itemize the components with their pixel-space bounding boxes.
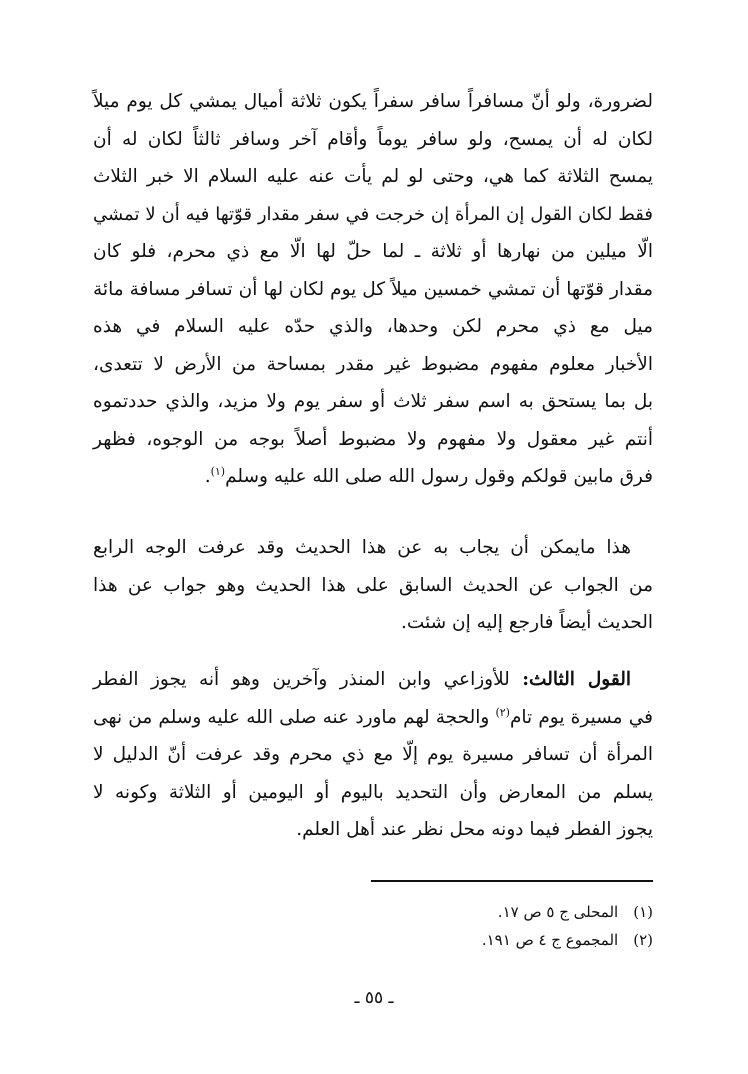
- footnote: [482, 898, 653, 926]
- text-line: [93, 458, 653, 496]
- text-line: الحديث أيضاً فارجع إليه إن شئت.: [401, 612, 653, 633]
- text-line: أنتم غير معقول ولا مفهوم ولا مضبوط أصلاً بوجه من الوجوه، فظهر: [93, 428, 653, 450]
- text-line: المرأة أن تسافر مسيرة يوم إلّا مع ذي محرم وقد عرفت أنّ الدليل لا: [93, 744, 653, 765]
- text-line: لضرورة، ولو أنّ مسافراً سافر سفراً يكون ثلاثة أميال يمشي كل يوم ميلاً: [93, 91, 653, 112]
- footnotes: [482, 898, 653, 954]
- text-line: ميل مع ذي محرم لكن وحدها، والذي حدّه عليه السلام في هذه: [93, 316, 653, 337]
- paragraph-1: [93, 83, 653, 496]
- text-segment: فرق مابين قولكم وقول رسول الله صلى الله عليه وسلم: [225, 466, 653, 487]
- footnote-number: (٢): [633, 931, 653, 949]
- text-line: بل بما يستحق به اسم سفر ثلاث أو سفر يوم ولا مزيد، والذي حددتموه: [93, 391, 653, 412]
- footnote-ref: (٢): [495, 705, 510, 719]
- page-number: ـ ٥٥ ـ: [354, 988, 394, 1008]
- footnote: [482, 926, 653, 954]
- text-line: [93, 661, 653, 699]
- text-segment: .: [204, 466, 211, 487]
- footnote-ref: (١): [210, 464, 226, 478]
- paragraph-2: [93, 529, 653, 642]
- text-line: يمسح الثلاثة كما هي، وحتى لو لم يأت عنه عليه السلام الا خبر الثلاث: [93, 166, 653, 187]
- text-line: لكان له أن يمسح، ولو سافر يوماً وأقام آخر وسافر ثالثاً لكان له أن: [93, 128, 653, 150]
- text-segment: والحجة لهم ماورد عنه صلى الله عليه وسلم من نهى: [93, 706, 490, 728]
- footnote-text: المحلى ج ٥ ص ١٧.: [497, 903, 619, 921]
- text-line: فقط لكان القول إن المرأة إن خرجت في سفر مقدار قوّتها فيه أن لا تمشي: [93, 203, 653, 225]
- text-segment: في مسيرة يوم تام: [509, 706, 653, 728]
- text-line: من الجواب عن الحديث السابق على هذا الحديث وهو جواب عن هذا: [93, 574, 653, 596]
- footnote-text: المجموع ج ٤ ص ١٩١.: [481, 931, 619, 949]
- text-line: الّا ميلين من نهارها أو ثلاثة ـ لما حلّ لها الّا مع ذي محرم، فلو كان: [93, 241, 653, 262]
- footnote-number: (١): [633, 903, 653, 921]
- section-heading: القول الثالث:: [522, 669, 631, 690]
- text-line: [93, 699, 653, 737]
- text-line: يسلم من المعارض وأن التحديد باليوم أو اليومين أو الثلاثة وكونه لا: [93, 781, 653, 803]
- text-segment: للأوزاعي وابن المنذر وآخرين وهو أنه يجوز الفطر: [93, 669, 510, 690]
- paragraph-3: [93, 661, 653, 849]
- text-line: هذا مايمكن أن يجاب به عن هذا الحديث وقد عرفت الوجه الرابع: [93, 537, 631, 558]
- text-line: الأخبار معلوم مفهوم مضبوط غير مقدر بمساحة من الأرض لا تتعدى،: [93, 353, 653, 375]
- text-line: يجوز الفطر فيما دونه محل نظر عند أهل العلم.: [296, 819, 653, 840]
- footnote-divider: [371, 880, 653, 882]
- text-line: مقدار قوّتها أن تمشي خمسين ميلاً كل يوم لكان لها أن تسافر مسافة مائة: [93, 278, 653, 300]
